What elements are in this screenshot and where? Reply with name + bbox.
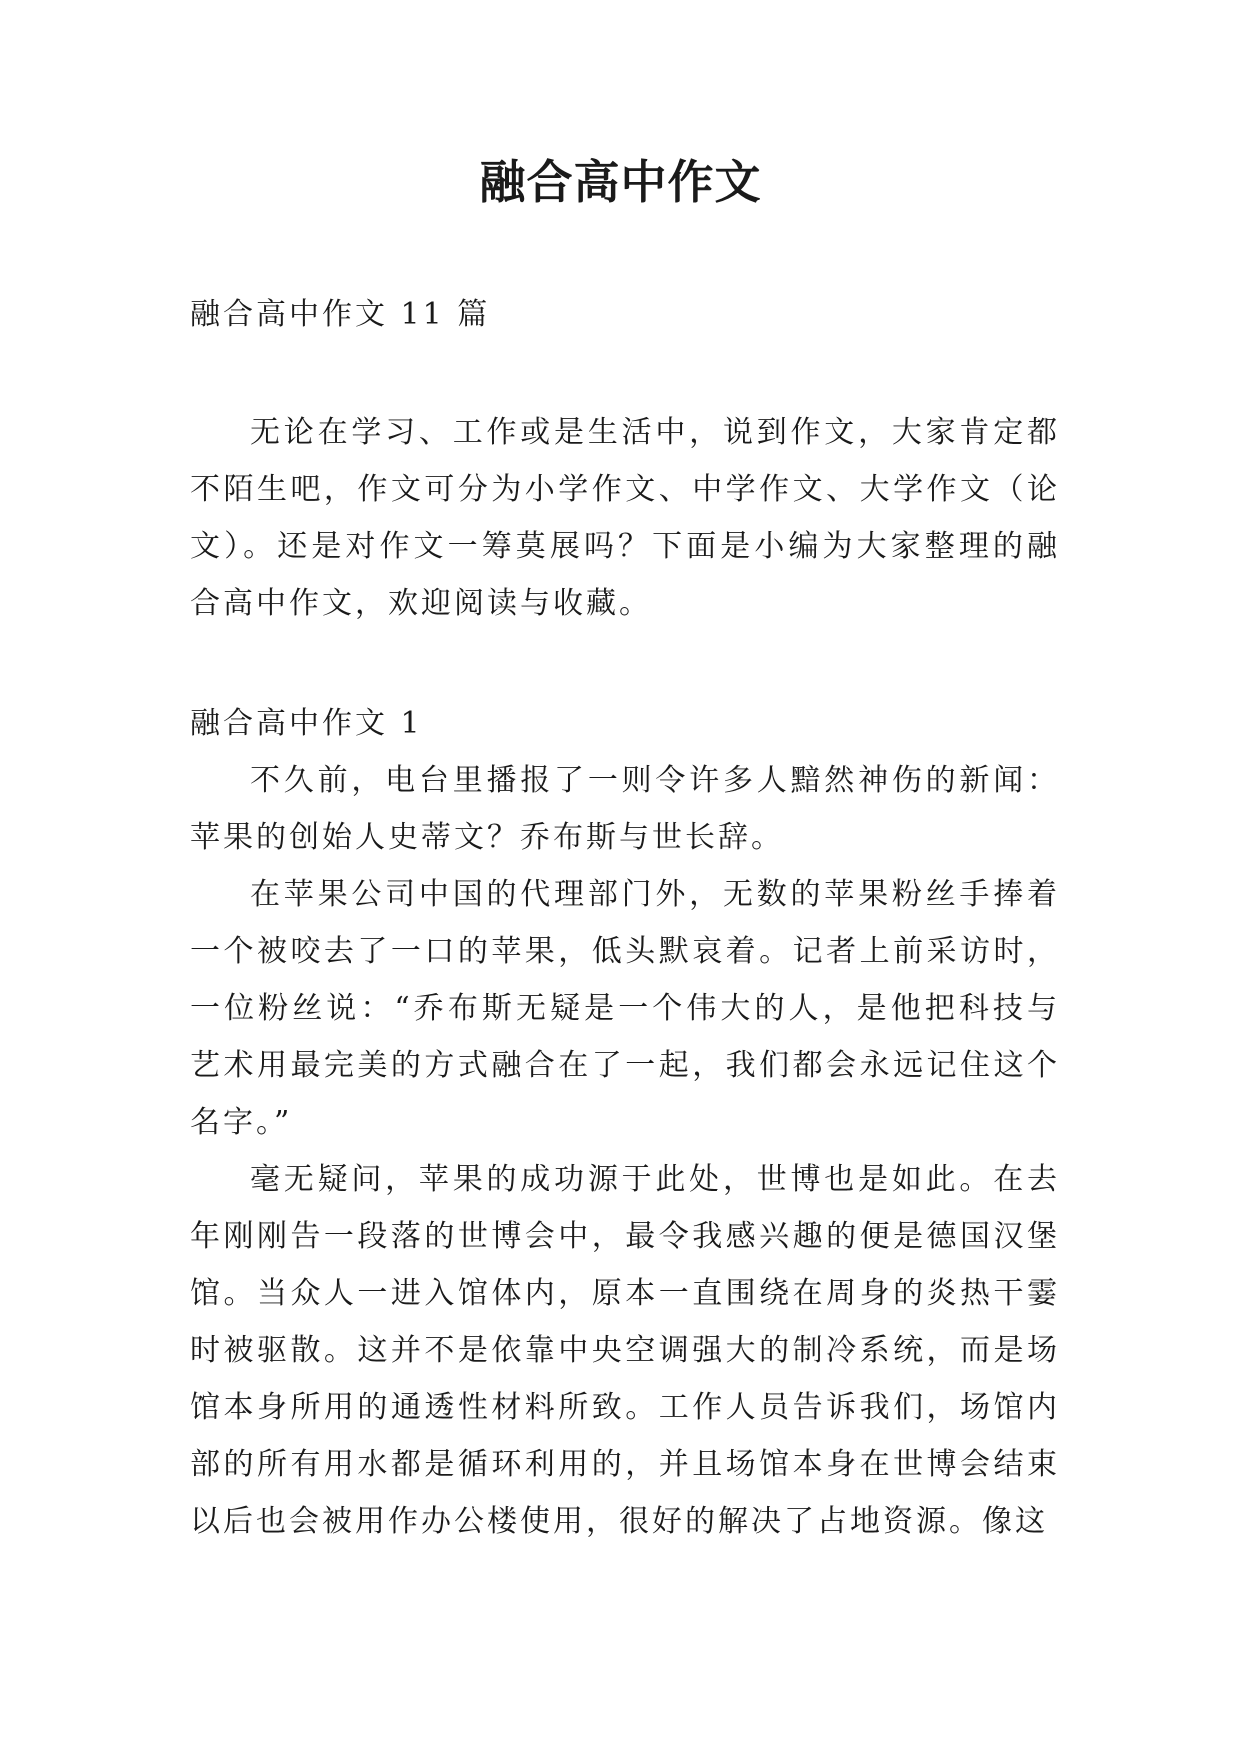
document-subtitle: 融合高中作文 11 篇 [190,297,491,332]
essay-paragraph: 在苹果公司中国的代理部门外，无数的苹果粉丝手捧着一个被咬去了一口的苹果，低头默哀着。记者上前采访时，一位粉丝说：“乔布斯无疑是一个伟大的人，是他把科技与艺术用最完美的方式融合在了一起，我们都会永远记住这个名字。” [190,877,1060,1140]
section-heading: 融合高中作文 1 [190,706,423,741]
essay-paragraph: 不久前，电台里播报了一则令许多人黯然神伤的新闻：苹果的创始人史蒂文？乔布斯与世长辞。 [190,763,1060,855]
essay-body [190,752,1060,1550]
intro-section [190,404,1060,632]
intro-paragraph: 无论在学习、工作或是生活中，说到作文，大家肯定都不陌生吧，作文可分为小学作文、中学作文、大学作文（论文）。还是对作文一筹莫展吗？下面是小编为大家整理的融合高中作文，欢迎阅读与收藏。 [190,415,1060,621]
essay-paragraph: 毫无疑问，苹果的成功源于此处，世博也是如此。在去年刚刚告一段落的世博会中，最令我感兴趣的便是德国汉堡馆。当众人一进入馆体内，原本一直围绕在周身的炎热干霎时被驱散。这并不是依靠中央空调强大的制冷系统，而是场馆本身所用的通透性材料所致。工作人员告诉我们，场馆内部的所有用水都是循环利用的，并且场馆本身在世博会结束以后也会被用作办公楼使用，很好的解决了占地资源。像这 [190,1162,1060,1539]
document-title: 融合高中作文 [479,155,762,209]
